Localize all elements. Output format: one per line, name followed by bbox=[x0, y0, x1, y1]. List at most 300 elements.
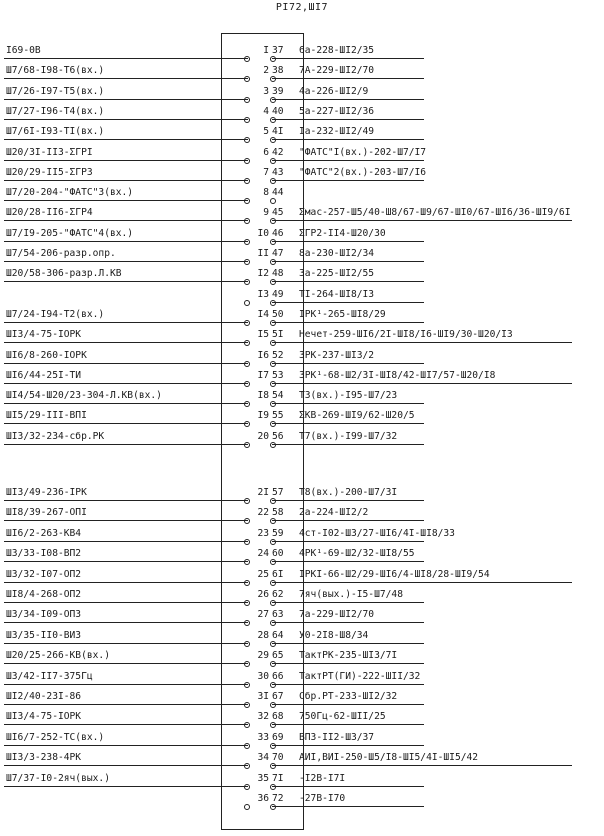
right-pin-contact bbox=[270, 117, 276, 123]
right-pin-contact bbox=[270, 539, 276, 545]
right-wire-line bbox=[272, 765, 572, 766]
left-wire-line bbox=[4, 663, 248, 664]
pin-row bbox=[0, 63, 604, 83]
left-pin-number: 4 bbox=[263, 105, 269, 117]
pin-row bbox=[0, 771, 604, 791]
left-pin-contact bbox=[244, 722, 250, 728]
right-pin-number: 62 bbox=[272, 589, 284, 600]
left-pin-contact bbox=[244, 340, 250, 346]
right-pin-number: 64 bbox=[272, 629, 284, 641]
right-pin-contact bbox=[270, 259, 276, 265]
right-signal-label: T8(вх.)-200-Ш7/3I bbox=[299, 487, 398, 498]
left-pin-contact bbox=[244, 198, 250, 204]
pin-row bbox=[0, 368, 604, 388]
left-pin-number: 23 bbox=[257, 527, 269, 539]
right-pin-number: 50 bbox=[272, 308, 284, 320]
right-signal-label: АИI,ВИI-250-Ш5/I8-ШI5/4I-ШI5/42 bbox=[299, 752, 479, 764]
right-wire-line bbox=[272, 704, 424, 705]
right-pin-contact bbox=[270, 137, 276, 143]
pin-row bbox=[0, 307, 604, 327]
right-pin-contact bbox=[270, 600, 276, 606]
right-pin-number: 57 bbox=[272, 487, 284, 498]
right-pin-contact bbox=[270, 784, 276, 790]
right-pin-contact bbox=[270, 641, 276, 647]
right-signal-label: IРК¹-265-ШI8/29 bbox=[299, 308, 386, 320]
pin-row bbox=[0, 648, 604, 668]
left-wire-line bbox=[4, 643, 248, 644]
right-signal-label: 7яч(вых.)-I5-Ш7/48 bbox=[299, 589, 403, 600]
right-signal-label: 3РК¹-68-Ш2/3I-ШI8/42-ШI7/57-Ш20/I8 bbox=[299, 369, 496, 381]
right-wire-line bbox=[272, 139, 424, 140]
left-signal-label: Ш20/25-266-КВ(вх.) bbox=[6, 650, 110, 662]
right-pin-contact bbox=[270, 300, 276, 306]
right-signal-label: 6a-228-ШI2/35 bbox=[299, 45, 375, 56]
right-wire-line bbox=[272, 806, 424, 807]
right-pin-number: 58 bbox=[272, 507, 284, 519]
left-wire-line bbox=[4, 322, 248, 323]
left-signal-label: Ш7/6I-I93-TI(вх.) bbox=[6, 126, 105, 138]
right-pin-contact bbox=[270, 218, 276, 224]
left-signal-label: ШI3/3-238-4РК bbox=[6, 752, 82, 764]
left-wire-line bbox=[4, 561, 248, 562]
right-signal-label: 4a-226-ШI2/9 bbox=[299, 85, 369, 97]
left-pin-contact bbox=[244, 401, 250, 407]
left-pin-number: I6 bbox=[257, 349, 269, 361]
pin-row bbox=[0, 791, 604, 811]
left-signal-label: Ш3/33-I08-ВП2 bbox=[6, 548, 82, 560]
left-wire-line bbox=[4, 582, 248, 583]
right-pin-number: 6I bbox=[272, 568, 284, 580]
left-wire-line bbox=[4, 119, 248, 120]
left-signal-label: Ш3/32-I07-ОП2 bbox=[6, 568, 82, 580]
right-signal-label: 7A-229-ШI2/70 bbox=[299, 65, 375, 77]
left-pin-contact bbox=[244, 300, 250, 306]
pin-row bbox=[0, 205, 604, 225]
right-pin-number: 65 bbox=[272, 650, 284, 662]
left-pin-contact bbox=[244, 804, 250, 810]
left-wire-line bbox=[4, 58, 248, 59]
right-pin-number: 56 bbox=[272, 430, 284, 442]
pin-row bbox=[0, 750, 604, 770]
left-wire-line bbox=[4, 200, 248, 201]
right-pin-contact bbox=[270, 178, 276, 184]
right-wire-line bbox=[272, 58, 424, 59]
right-signal-label: ΣКВ-269-ШI9/62-Ш20/5 bbox=[299, 410, 415, 422]
right-pin-number: 43 bbox=[272, 166, 284, 178]
pin-row bbox=[0, 607, 604, 627]
right-signal-label: У0-2I8-Ш8/34 bbox=[299, 629, 369, 641]
right-pin-number: 70 bbox=[272, 752, 284, 764]
pin-row bbox=[0, 408, 604, 428]
left-pin-contact bbox=[244, 743, 250, 749]
right-pin-number: 49 bbox=[272, 288, 284, 300]
right-signal-label: 2a-224-ШI2/2 bbox=[299, 507, 369, 519]
left-wire-line bbox=[4, 363, 248, 364]
left-pin-contact bbox=[244, 137, 250, 143]
right-pin-contact bbox=[270, 76, 276, 82]
right-wire-line bbox=[272, 561, 424, 562]
left-pin-contact bbox=[244, 117, 250, 123]
right-pin-number: 46 bbox=[272, 227, 284, 239]
left-signal-label: Ш7/37-I0-2яч(вых.) bbox=[6, 772, 110, 784]
pin-row bbox=[0, 485, 604, 505]
right-wire-line bbox=[272, 520, 424, 521]
right-signal-label: ТактРТ(ГИ)-222-ШII/32 bbox=[299, 670, 421, 682]
right-wire-line bbox=[272, 342, 572, 343]
pin-row bbox=[0, 165, 604, 185]
pin-row bbox=[0, 388, 604, 408]
right-pin-number: 63 bbox=[272, 609, 284, 621]
right-wire-line bbox=[272, 602, 424, 603]
left-pin-contact bbox=[244, 381, 250, 387]
right-pin-contact bbox=[270, 442, 276, 448]
right-wire-line bbox=[272, 281, 424, 282]
right-signal-label: -27В-I70 bbox=[299, 793, 346, 804]
left-pin-number: 3 bbox=[263, 85, 269, 97]
right-wire-line bbox=[272, 241, 424, 242]
right-pin-contact bbox=[270, 198, 276, 204]
right-pin-number: 60 bbox=[272, 548, 284, 560]
left-signal-label: Ш7/54-206-разр.опр. bbox=[6, 248, 116, 259]
right-wire-line bbox=[272, 220, 572, 221]
left-wire-line bbox=[4, 500, 248, 501]
pin-row bbox=[0, 124, 604, 144]
left-signal-label: I69-0B bbox=[6, 45, 41, 56]
left-pin-contact bbox=[244, 600, 250, 606]
left-signal-label: ШI6/8-260-IОРК bbox=[6, 349, 87, 361]
pin-row bbox=[0, 246, 604, 266]
right-pin-number: 52 bbox=[272, 349, 284, 361]
pin-row bbox=[0, 226, 604, 246]
right-pin-contact bbox=[270, 361, 276, 367]
right-pin-number: 53 bbox=[272, 369, 284, 381]
left-pin-contact bbox=[244, 559, 250, 565]
right-wire-line bbox=[272, 99, 424, 100]
right-wire-line bbox=[272, 643, 424, 644]
pin-row bbox=[0, 709, 604, 729]
right-signal-label: 4ст-I02-Ш3/27-ШI6/4I-ШI8/33 bbox=[299, 527, 455, 539]
left-wire-line bbox=[4, 383, 248, 384]
pin-row bbox=[0, 104, 604, 124]
left-wire-line bbox=[4, 704, 248, 705]
left-pin-number: 27 bbox=[257, 609, 269, 621]
right-pin-number: 48 bbox=[272, 268, 284, 280]
right-signal-label: "ФАТС"I(вх.)-202-Ш7/I7 bbox=[299, 146, 427, 158]
right-signal-label: TI-264-ШI8/I3 bbox=[299, 288, 375, 300]
left-signal-label: ШI3/4-75-IОРК bbox=[6, 329, 82, 341]
right-wire-line bbox=[272, 363, 424, 364]
right-pin-number: 68 bbox=[272, 711, 284, 723]
pin-row bbox=[0, 546, 604, 566]
right-pin-number: 45 bbox=[272, 207, 284, 219]
left-pin-number: I9 bbox=[257, 410, 269, 422]
right-signal-label: 5a-227-ШI2/36 bbox=[299, 105, 375, 117]
left-pin-number: I5 bbox=[257, 329, 269, 341]
left-signal-label: ШI6/44-25I-ТИ bbox=[6, 369, 82, 381]
left-signal-label: ШI3/49-236-IРК bbox=[6, 487, 87, 498]
right-wire-line bbox=[272, 786, 424, 787]
left-pin-contact bbox=[244, 218, 250, 224]
left-pin-number: 32 bbox=[257, 711, 269, 723]
left-pin-number: 2I bbox=[257, 487, 269, 498]
right-signal-label: 3a-225-ШI2/55 bbox=[299, 268, 375, 280]
pin-row bbox=[0, 730, 604, 750]
left-pin-contact bbox=[244, 259, 250, 265]
left-wire-line bbox=[4, 724, 248, 725]
left-pin-contact bbox=[244, 320, 250, 326]
left-pin-number: I2 bbox=[257, 268, 269, 280]
left-wire-line bbox=[4, 180, 248, 181]
left-signal-label: ШI6/7-252-ТС(вх.) bbox=[6, 731, 105, 743]
right-pin-contact bbox=[270, 401, 276, 407]
pin-row bbox=[0, 429, 604, 449]
left-pin-number: 2 bbox=[263, 65, 269, 77]
right-signal-label: "ФАТС"2(вх.)-203-Ш7/I6 bbox=[299, 166, 427, 178]
right-wire-line bbox=[272, 444, 424, 445]
left-signal-label: Ш7/68-I98-T6(вх.) bbox=[6, 65, 105, 77]
right-pin-contact bbox=[270, 682, 276, 688]
pin-row bbox=[0, 145, 604, 165]
right-pin-number: 54 bbox=[272, 390, 284, 402]
right-signal-label: Ia-232-ШI2/49 bbox=[299, 126, 375, 138]
left-pin-number: I bbox=[263, 45, 269, 56]
page-title: PI72,ШI7 bbox=[275, 2, 329, 13]
left-signal-label: ШI6/2-263-КВ4 bbox=[6, 527, 82, 539]
right-signal-label: 3РК-237-ШI3/2 bbox=[299, 349, 375, 361]
left-pin-number: I7 bbox=[257, 369, 269, 381]
right-wire-line bbox=[272, 724, 424, 725]
left-pin-contact bbox=[244, 620, 250, 626]
right-pin-number: 38 bbox=[272, 65, 284, 77]
right-pin-contact bbox=[270, 763, 276, 769]
right-pin-contact bbox=[270, 320, 276, 326]
right-signal-label: -I2В-I7I bbox=[299, 772, 346, 784]
right-wire-line bbox=[272, 500, 424, 501]
left-pin-number: 26 bbox=[257, 589, 269, 600]
left-pin-number: 25 bbox=[257, 568, 269, 580]
right-signal-label: ΣГР2-II4-Ш20/30 bbox=[299, 227, 386, 239]
left-pin-contact bbox=[244, 498, 250, 504]
left-wire-line bbox=[4, 444, 248, 445]
left-pin-number: 7 bbox=[263, 166, 269, 178]
right-signal-label: Нечет-259-ШI6/2I-ШI8/I6-ШI9/30-Ш20/I3 bbox=[299, 329, 513, 341]
left-wire-line bbox=[4, 139, 248, 140]
left-signal-label: ШI3/32-234-сбр.РК bbox=[6, 430, 105, 442]
left-pin-number: I4 bbox=[257, 308, 269, 320]
right-signal-label: 8a-230-ШI2/34 bbox=[299, 248, 375, 259]
left-pin-contact bbox=[244, 518, 250, 524]
right-wire-line bbox=[272, 423, 424, 424]
right-wire-line bbox=[272, 119, 424, 120]
right-pin-number: 44 bbox=[272, 187, 284, 199]
left-signal-label: ШI4/54-Ш20/23-304-Л.КВ(вх.) bbox=[6, 390, 162, 402]
right-pin-number: 5I bbox=[272, 329, 284, 341]
right-wire-line bbox=[272, 663, 424, 664]
right-pin-number: 72 bbox=[272, 793, 284, 804]
right-pin-number: 37 bbox=[272, 45, 284, 56]
left-pin-number: II bbox=[257, 248, 269, 259]
left-pin-contact bbox=[244, 641, 250, 647]
left-pin-contact bbox=[244, 784, 250, 790]
left-wire-line bbox=[4, 99, 248, 100]
right-pin-number: 67 bbox=[272, 691, 284, 702]
left-pin-number: 34 bbox=[257, 752, 269, 764]
left-wire-line bbox=[4, 622, 248, 623]
left-pin-contact bbox=[244, 421, 250, 427]
right-signal-label: 7a-229-ШI2/70 bbox=[299, 609, 375, 621]
left-wire-line bbox=[4, 281, 248, 282]
right-pin-contact bbox=[270, 559, 276, 565]
right-wire-line bbox=[272, 745, 424, 746]
left-pin-contact bbox=[244, 661, 250, 667]
pin-row bbox=[0, 327, 604, 347]
right-pin-contact bbox=[270, 620, 276, 626]
left-signal-label: ШI8/4-268-ОП2 bbox=[6, 589, 82, 600]
left-pin-contact bbox=[244, 763, 250, 769]
right-pin-contact bbox=[270, 279, 276, 285]
right-pin-contact bbox=[270, 158, 276, 164]
left-pin-number: 36 bbox=[257, 793, 269, 804]
left-pin-number: 35 bbox=[257, 772, 269, 784]
left-signal-label: ШI8/39-267-ОПI bbox=[6, 507, 87, 519]
left-wire-line bbox=[4, 520, 248, 521]
left-pin-contact bbox=[244, 178, 250, 184]
left-pin-number: 8 bbox=[263, 187, 269, 199]
right-pin-number: 4I bbox=[272, 126, 284, 138]
right-wire-line bbox=[272, 541, 424, 542]
left-pin-number: 24 bbox=[257, 548, 269, 560]
left-wire-line bbox=[4, 241, 248, 242]
left-wire-line bbox=[4, 403, 248, 404]
right-pin-contact bbox=[270, 56, 276, 62]
right-signal-label: ВП3-II2-Ш3/37 bbox=[299, 731, 375, 743]
left-pin-contact bbox=[244, 702, 250, 708]
left-pin-contact bbox=[244, 442, 250, 448]
right-wire-line bbox=[272, 383, 572, 384]
right-signal-label: 750Гц-62-ШII/25 bbox=[299, 711, 386, 723]
left-pin-contact bbox=[244, 239, 250, 245]
right-pin-contact bbox=[270, 381, 276, 387]
left-pin-contact bbox=[244, 158, 250, 164]
left-pin-number: I8 bbox=[257, 390, 269, 402]
left-pin-number: 29 bbox=[257, 650, 269, 662]
left-signal-label: Ш20/58-306-разр.Л.КВ bbox=[6, 268, 122, 280]
right-pin-contact bbox=[270, 518, 276, 524]
left-pin-number: 5 bbox=[263, 126, 269, 138]
left-pin-contact bbox=[244, 580, 250, 586]
left-pin-number: I3 bbox=[257, 288, 269, 300]
right-pin-number: 42 bbox=[272, 146, 284, 158]
left-signal-label: Ш7/24-I94-T2(вх.) bbox=[6, 308, 105, 320]
left-wire-line bbox=[4, 786, 248, 787]
left-pin-number: 20 bbox=[257, 430, 269, 442]
right-pin-contact bbox=[270, 702, 276, 708]
left-signal-label: Ш20/28-II6-ΣГР4 bbox=[6, 207, 93, 219]
left-pin-contact bbox=[244, 76, 250, 82]
left-pin-number: I0 bbox=[257, 227, 269, 239]
right-pin-number: 59 bbox=[272, 527, 284, 539]
pin-row bbox=[0, 669, 604, 689]
right-signal-label: Сбр.РТ-233-ШI2/32 bbox=[299, 691, 398, 702]
left-pin-contact bbox=[244, 56, 250, 62]
left-signal-label: Ш3/42-II7-375Гц bbox=[6, 670, 93, 682]
right-wire-line bbox=[272, 322, 424, 323]
right-signal-label: IРКI-66-Ш2/29-ШI6/4-ШI8/28-ШI9/54 bbox=[299, 568, 490, 580]
pin-row bbox=[0, 628, 604, 648]
left-wire-line bbox=[4, 160, 248, 161]
left-pin-number: 30 bbox=[257, 670, 269, 682]
pin-row bbox=[0, 84, 604, 104]
left-pin-number: 22 bbox=[257, 507, 269, 519]
left-pin-contact bbox=[244, 361, 250, 367]
left-signal-label: Ш7/20-204-"ФАТС"3(вх.) bbox=[6, 187, 134, 199]
left-signal-label: Ш3/34-I09-ОП3 bbox=[6, 609, 82, 621]
right-pin-number: 39 bbox=[272, 85, 284, 97]
pin-row bbox=[0, 567, 604, 587]
right-pin-contact bbox=[270, 743, 276, 749]
right-pin-contact bbox=[270, 804, 276, 810]
right-pin-contact bbox=[270, 239, 276, 245]
left-signal-label: Ш7/26-I97-T5(вх.) bbox=[6, 85, 105, 97]
right-pin-contact bbox=[270, 340, 276, 346]
left-wire-line bbox=[4, 220, 248, 221]
right-wire-line bbox=[272, 582, 572, 583]
pin-row bbox=[0, 526, 604, 546]
left-signal-label: ШI3/4-75-IОРК bbox=[6, 711, 82, 723]
right-wire-line bbox=[272, 302, 424, 303]
left-pin-contact bbox=[244, 97, 250, 103]
right-pin-number: 55 bbox=[272, 410, 284, 422]
left-signal-label: Ш20/29-II5-ΣГР3 bbox=[6, 166, 93, 178]
left-wire-line bbox=[4, 765, 248, 766]
left-pin-contact bbox=[244, 539, 250, 545]
right-signal-label: 4РК¹-69-Ш2/32-ШI8/55 bbox=[299, 548, 415, 560]
left-wire-line bbox=[4, 342, 248, 343]
right-wire-line bbox=[272, 622, 424, 623]
left-signal-label: Ш7/27-I96-T4(вх.) bbox=[6, 105, 105, 117]
left-pin-number: 28 bbox=[257, 629, 269, 641]
left-pin-contact bbox=[244, 682, 250, 688]
right-pin-contact bbox=[270, 661, 276, 667]
left-wire-line bbox=[4, 261, 248, 262]
right-pin-number: 7I bbox=[272, 772, 284, 784]
left-pin-number: 9 bbox=[263, 207, 269, 219]
right-pin-contact bbox=[270, 498, 276, 504]
right-wire-line bbox=[272, 403, 424, 404]
left-signal-label: Ш7/I9-205-"ФАТС"4(вх.) bbox=[6, 227, 134, 239]
left-pin-number: 3I bbox=[257, 691, 269, 702]
pin-row bbox=[0, 266, 604, 286]
right-wire-line bbox=[272, 180, 424, 181]
right-pin-contact bbox=[270, 580, 276, 586]
left-wire-line bbox=[4, 423, 248, 424]
left-wire-line bbox=[4, 78, 248, 79]
right-pin-contact bbox=[270, 97, 276, 103]
right-signal-label: T7(вх.)-I99-Ш7/32 bbox=[299, 430, 398, 442]
right-wire-line bbox=[272, 261, 424, 262]
right-pin-contact bbox=[270, 421, 276, 427]
pin-row bbox=[0, 287, 604, 307]
right-signal-label: T3(вх.)-I95-Ш7/23 bbox=[299, 390, 398, 402]
pin-row bbox=[0, 689, 604, 709]
pin-row bbox=[0, 43, 604, 63]
left-pin-number: 33 bbox=[257, 731, 269, 743]
left-wire-line bbox=[4, 541, 248, 542]
left-wire-line bbox=[4, 684, 248, 685]
right-pin-number: 40 bbox=[272, 105, 284, 117]
right-pin-number: 69 bbox=[272, 731, 284, 743]
right-pin-number: 47 bbox=[272, 248, 284, 259]
